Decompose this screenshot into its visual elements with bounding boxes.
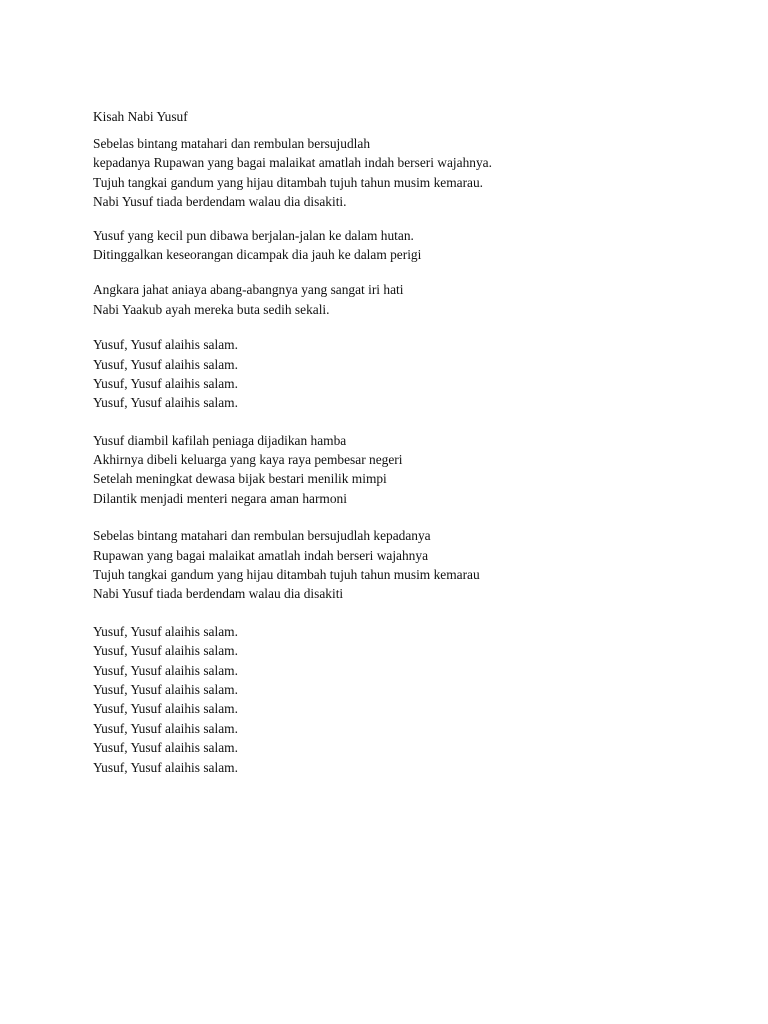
lyric-line: Dilantik menjadi menteri negara aman harmoni [93,490,347,506]
lyric-line: Angkara jahat aniaya abang-abangnya yang sangat iri hati [93,282,404,298]
lyric-line: Akhirnya dibeli keluarga yang kaya raya pembesar negeri [93,452,403,468]
lyric-line: Yusuf diambil kafilah peniaga dijadikan hamba [93,432,347,448]
lyric-line: Yusuf yang kecil pun dibawa berjalan-jalan ke dalam hutan. [93,227,414,243]
stanza-gap [93,508,733,526]
lyric-line: Yusuf, Yusuf alaihis salam. [93,662,238,678]
stanza-2 [93,226,733,265]
lyric-line: Nabi Yusuf tiada berdendam walau dia disakiti [93,586,344,602]
lyric-line: Sebelas bintang matahari dan rembulan bersujudlah kepadanya [93,528,431,544]
lyric-line: Yusuf, Yusuf alaihis salam. [93,356,238,372]
lyric-line: Yusuf, Yusuf alaihis salam. [93,720,238,736]
stanza-gap [93,212,733,226]
lyric-line: Nabi Yaakub ayah mereka buta sedih sekali. [93,301,330,317]
lyric-line: Yusuf, Yusuf alaihis salam. [93,759,238,775]
lyric-line: Ditinggalkan keseorangan dicampak dia jauh ke dalam perigi [93,246,422,262]
stanza-gap [93,264,733,280]
lyric-line: Yusuf, Yusuf alaihis salam. [93,740,238,756]
lyric-line: Yusuf, Yusuf alaihis salam. [93,681,238,697]
stanza-6 [93,526,733,604]
lyric-line: Yusuf, Yusuf alaihis salam. [93,395,238,411]
stanza-gap [93,413,733,431]
lyric-line: Yusuf, Yusuf alaihis salam. [93,623,238,639]
lyric-line: Tujuh tangkai gandum yang hijau ditambah tujuh tahun musim kemarau [93,567,480,583]
lyric-line: Setelah meningkat dewasa bijak bestari menilik mimpi [93,471,387,487]
stanza-gap [93,604,733,622]
document-title: Kisah Nabi Yusuf [93,109,188,124]
stanza-7-chorus [93,622,733,777]
lyric-line: Tujuh tangkai gandum yang hijau ditambah tujuh tahun musim kemarau. [93,174,484,190]
lyric-line: Yusuf, Yusuf alaihis salam. [93,337,238,353]
document-body [93,107,733,777]
lyric-line: Yusuf, Yusuf alaihis salam. [93,375,238,391]
stanza-3 [93,280,733,319]
lyric-line: Yusuf, Yusuf alaihis salam. [93,643,238,659]
stanza-5 [93,431,733,509]
lyric-line: Rupawan yang bagai malaikat amatlah indah berseri wajahnya [93,547,429,563]
lyric-line: Yusuf, Yusuf alaihis salam. [93,701,238,717]
lyric-line: kepadanya Rupawan yang bagai malaikat amatlah indah berseri wajahnya. [93,155,492,171]
stanza-gap [93,319,733,335]
lyric-line: Nabi Yusuf tiada berdendam walau dia disakiti. [93,194,347,210]
stanza-1 [93,134,733,212]
stanza-4-chorus [93,335,733,413]
lyric-line: Sebelas bintang matahari dan rembulan bersujudlah [93,136,371,151]
